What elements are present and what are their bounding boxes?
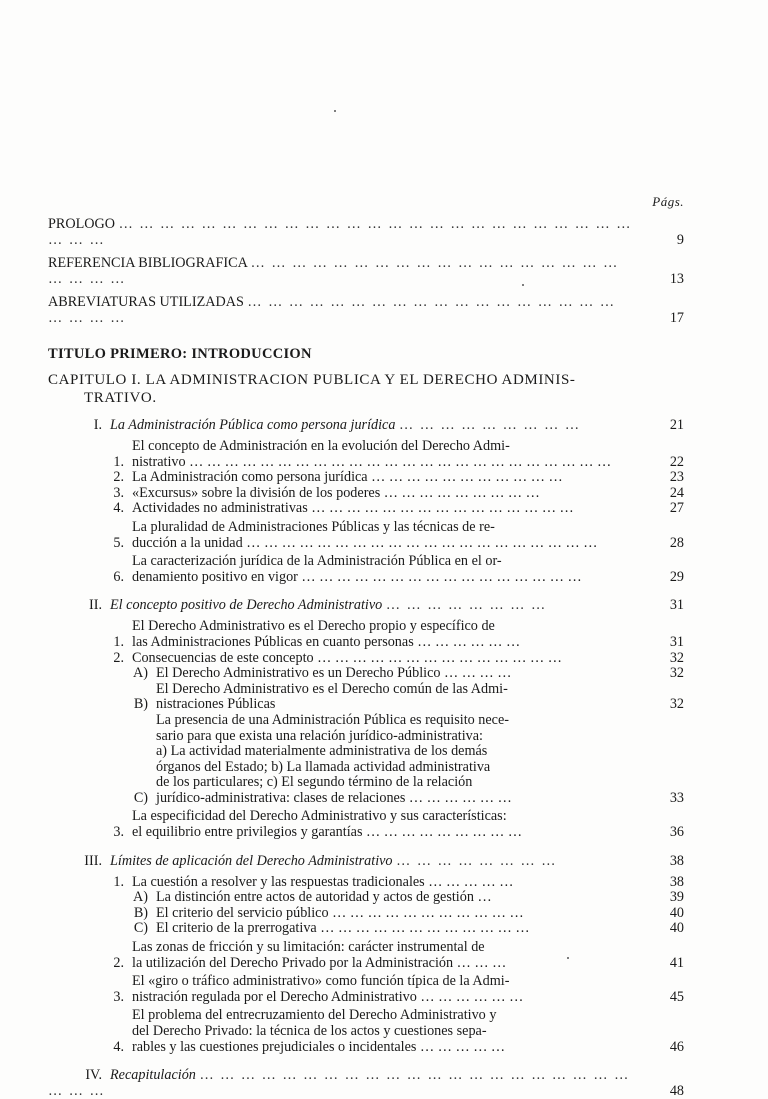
page-number: 45 <box>669 988 684 1005</box>
subentry-label: 2. <box>113 469 124 486</box>
subentry-line: El Derecho Administrativo es el Derecho común de las Admi- <box>156 680 508 697</box>
toc-subentry <box>48 906 684 922</box>
toc-subentry <box>48 554 684 585</box>
toc-subentry <box>48 520 684 551</box>
toc-subentry <box>48 713 684 807</box>
toc-subentry <box>48 921 684 937</box>
subentry-label: 2. <box>113 649 124 666</box>
subentry-body <box>132 940 636 971</box>
page-number: 23 <box>669 469 684 486</box>
subentry-line: El Derecho Administrativo es el Derecho propio y específico de <box>132 618 495 635</box>
chapter-heading-line: TRATIVO. <box>84 390 157 406</box>
leader-dots: … … … … … … … … … … … … … … … … … … … … … … … … <box>48 1067 630 1099</box>
speck <box>334 110 336 112</box>
section-heading <box>48 1067 684 1099</box>
subentry-line: nistración regulada por el Derecho Administrativo … … … … … … <box>132 988 524 1005</box>
toc-subentry <box>48 666 684 682</box>
page-number: 31 <box>669 597 684 614</box>
subentry-line: «Excursus» sobre la división de los poderes … … … … … … … … … <box>132 484 540 501</box>
subentry-label: 4. <box>113 500 124 517</box>
page-number: 40 <box>669 920 684 937</box>
section-heading <box>48 417 684 433</box>
subentry-line: las Administraciones Públicas en cuanto personas … … … … … … <box>132 633 521 650</box>
subentry-line: La especificidad del Derecho Administrativo y sus características: <box>132 808 507 825</box>
subentry-line: jurídico-administrativa: clases de relaciones … … … … … … <box>156 789 512 806</box>
toc-subentry <box>48 809 684 840</box>
section-title: La Administración Pública como persona jurídica <box>110 417 396 433</box>
toc-subentry <box>48 439 684 470</box>
subentry-line: El criterio del servicio público … … … … … … … … … … … <box>156 904 524 921</box>
subentry-body <box>132 809 636 840</box>
page-number: 28 <box>669 534 684 551</box>
subentry-line: Actividades no administrativas … … … … … … … … … … … … … … … <box>132 500 574 517</box>
subentry-line: ducción a la unidad … … … … … … … … … … … … … … … … … … … … <box>132 534 598 551</box>
page-number: 29 <box>669 568 684 585</box>
subentry-line: sario para que exista una relación jurídico-administrativa: <box>156 727 483 744</box>
page-number: 32 <box>669 665 684 682</box>
section-number: IV. <box>85 1067 102 1084</box>
page-number: 17 <box>669 310 684 326</box>
sections-list <box>48 407 684 1099</box>
page-number: 46 <box>669 1038 684 1055</box>
subentry-line: La caracterización jurídica de la Administración Pública en el or- <box>132 553 502 570</box>
toc-entry-text <box>48 255 636 287</box>
subentry-label: 1. <box>113 633 124 650</box>
subentry-body <box>132 470 636 486</box>
section-heading <box>48 853 684 869</box>
spacer <box>48 841 684 853</box>
toc-subentry <box>48 486 684 502</box>
spacer <box>48 1055 684 1067</box>
subentry-label: B) <box>133 696 148 713</box>
toc-subentry <box>48 501 684 517</box>
subentry-label: 4. <box>113 1038 124 1055</box>
toc-subentry <box>48 974 684 1005</box>
subentry-line: La Administración como persona jurídica … … … … … … … … … … … <box>132 469 563 486</box>
subentry-label: 1. <box>113 453 124 470</box>
section-heading-text <box>48 1067 636 1099</box>
subentry-label: 5. <box>113 534 124 551</box>
subentry-label: 3. <box>113 824 124 841</box>
subentry-body <box>132 974 636 1005</box>
chapter-heading <box>48 371 684 407</box>
subentry-line: la utilización del Derecho Privado por la Administración … … … <box>132 954 507 971</box>
subentry-label: 3. <box>113 988 124 1005</box>
section-heading-text <box>48 417 636 433</box>
table-of-contents <box>48 216 684 1099</box>
leader-dots: … … … … … … … … <box>396 852 557 869</box>
subentry-line: El problema del entrecruzamiento del Derecho Administrativo y <box>132 1007 497 1024</box>
toc-entry <box>48 255 684 287</box>
section-number: I. <box>93 417 102 433</box>
page-number: 24 <box>669 484 684 501</box>
subentry-line: La pluralidad de Administraciones Públicas y las técnicas de re- <box>132 518 495 535</box>
toc-subentry <box>48 651 684 667</box>
part-title: TITULO PRIMERO: INTRODUCCION <box>48 346 312 362</box>
section-title: El concepto positivo de Derecho Administrativo <box>110 597 383 614</box>
section-title: Límites de aplicación del Derecho Administrativo <box>110 852 393 869</box>
page-number: 41 <box>669 954 684 971</box>
subentry-label: C) <box>133 920 148 937</box>
page-number: 36 <box>669 824 684 841</box>
subentry-line: El Derecho Administrativo es un Derecho Público … … … … <box>156 665 512 682</box>
subentry-line: El concepto de Administración en la evolución del Derecho Admi- <box>132 438 510 454</box>
page-number: 13 <box>669 271 684 287</box>
subentry-label: C) <box>133 789 148 806</box>
page-number: 38 <box>669 852 684 869</box>
subentry-line: de los particulares; c) El segundo término de la relación <box>156 774 473 791</box>
subentry-body <box>156 713 636 807</box>
subentry-line: nistraciones Públicas <box>156 696 276 713</box>
subentry-body <box>132 875 636 891</box>
subentry-line: La cuestión a resolver y las respuestas tradicionales … … … … … <box>132 873 514 890</box>
subentry-label: 1. <box>113 873 124 890</box>
toc-subentry <box>48 1008 684 1055</box>
front-matter-list <box>48 216 684 326</box>
toc-subentry <box>48 940 684 971</box>
page-number: 32 <box>669 649 684 666</box>
leader-dots: … … … … … … … … … … … … … … … … … … … … … … <box>48 255 619 287</box>
subentry-line: Consecuencias de este concepto … … … … … … … … … … … … … … <box>132 649 562 666</box>
subentry-body <box>132 439 636 470</box>
subentry-body <box>156 890 636 906</box>
page-number: 22 <box>669 453 684 470</box>
toc-entry-title: ABREVIATURAS UTILIZADAS <box>48 294 244 310</box>
page-number: 38 <box>669 873 684 890</box>
pages-column-header: Págs. <box>652 194 684 209</box>
subentry-line: Las zonas de fricción y su limitación: carácter instrumental de <box>132 939 485 956</box>
subentry-line: La distinción entre actos de autoridad y actos de gestión … <box>156 889 492 906</box>
subentry-body <box>132 501 636 517</box>
subentry-body <box>156 682 636 713</box>
subentry-body <box>156 921 636 937</box>
toc-subentry <box>48 890 684 906</box>
subentry-body <box>132 486 636 502</box>
leader-dots: … … … … … … … … … <box>399 417 581 433</box>
leader-dots: … … … … … … … … … … … … … … … … … … … … … … <box>48 294 616 326</box>
toc-entry <box>48 294 684 326</box>
speck <box>567 957 569 959</box>
subentry-label: A) <box>133 665 148 682</box>
page-number: 40 <box>669 904 684 921</box>
section-heading-text <box>48 853 636 869</box>
page-number: 48 <box>669 1083 684 1099</box>
subentry-line: denamiento positivo en vigor … … … … … … … … … … … … … … … … <box>132 568 582 585</box>
subentry-label: 2. <box>113 954 124 971</box>
toc-subentry <box>48 875 684 891</box>
spacer <box>48 407 684 417</box>
leader-dots: … … … … … … … … <box>385 597 547 614</box>
subentry-line: El «giro o tráfico administrativo» como función típica de la Admi- <box>132 973 510 990</box>
page-number: 9 <box>676 232 684 248</box>
subentry-line: La presencia de una Administración Pública es requisito nece- <box>156 711 509 728</box>
section-title: Recapitulación <box>110 1067 196 1084</box>
subentry-line: del Derecho Privado: la técnica de los actos y cuestiones sepa- <box>132 1023 487 1039</box>
subentry-body <box>156 666 636 682</box>
toc-subentry <box>48 619 684 650</box>
subentry-line: El criterio de la prerrogativa … … … … … … … … … … … … <box>156 920 530 937</box>
subentry-line: órganos del Estado; b) La llamada actividad administrativa <box>156 758 491 775</box>
subentry-body <box>156 906 636 922</box>
toc-entry-title: REFERENCIA BIBLIOGRAFICA <box>48 255 248 271</box>
section-heading-text <box>48 597 636 613</box>
page-number: 39 <box>669 889 684 906</box>
toc-entry <box>48 216 684 248</box>
chapter-heading-line: CAPITULO I. LA ADMINISTRACION PUBLICA Y EL DERECHO ADMINIS- <box>48 372 576 388</box>
page-number: 33 <box>669 789 684 806</box>
toc-subentry <box>48 470 684 486</box>
subentry-label: B) <box>133 904 148 921</box>
subentry-body <box>132 651 636 667</box>
subentry-body <box>132 1008 636 1055</box>
section-heading <box>48 597 684 613</box>
subentry-label: A) <box>133 889 148 906</box>
section-number: II. <box>89 597 102 614</box>
toc-entry-title: PROLOGO <box>48 216 116 232</box>
toc-entry-text <box>48 216 636 248</box>
toc-subentry <box>48 682 684 713</box>
page-number: 27 <box>669 500 684 517</box>
speck <box>522 284 524 286</box>
subentry-line: rables y las cuestiones prejudiciales o incidentales … … … … … <box>132 1038 506 1055</box>
subentry-label: 3. <box>113 484 124 501</box>
subentry-line: a) La actividad materialmente administrativa de los demás <box>156 743 488 760</box>
subentry-line: el equilibrio entre privilegios y garantías … … … … … … … … … <box>132 824 523 841</box>
subentry-body <box>132 520 636 551</box>
toc-entry-text <box>48 294 636 326</box>
page-number: 31 <box>669 633 684 650</box>
subentry-body <box>132 554 636 585</box>
subentry-label: 6. <box>113 568 124 585</box>
spacer <box>48 585 684 597</box>
page-number: 21 <box>669 417 684 433</box>
subentry-line: nistrativo … … … … … … … … … … … … … … … … … … … … … … … … <box>132 453 612 470</box>
section-number: III. <box>84 852 102 869</box>
leader-dots: … … … … … … … … … … … … … … … … … … … … … … … … … … … … <box>48 216 632 248</box>
subentry-body <box>132 619 636 650</box>
page-number: 32 <box>669 696 684 713</box>
